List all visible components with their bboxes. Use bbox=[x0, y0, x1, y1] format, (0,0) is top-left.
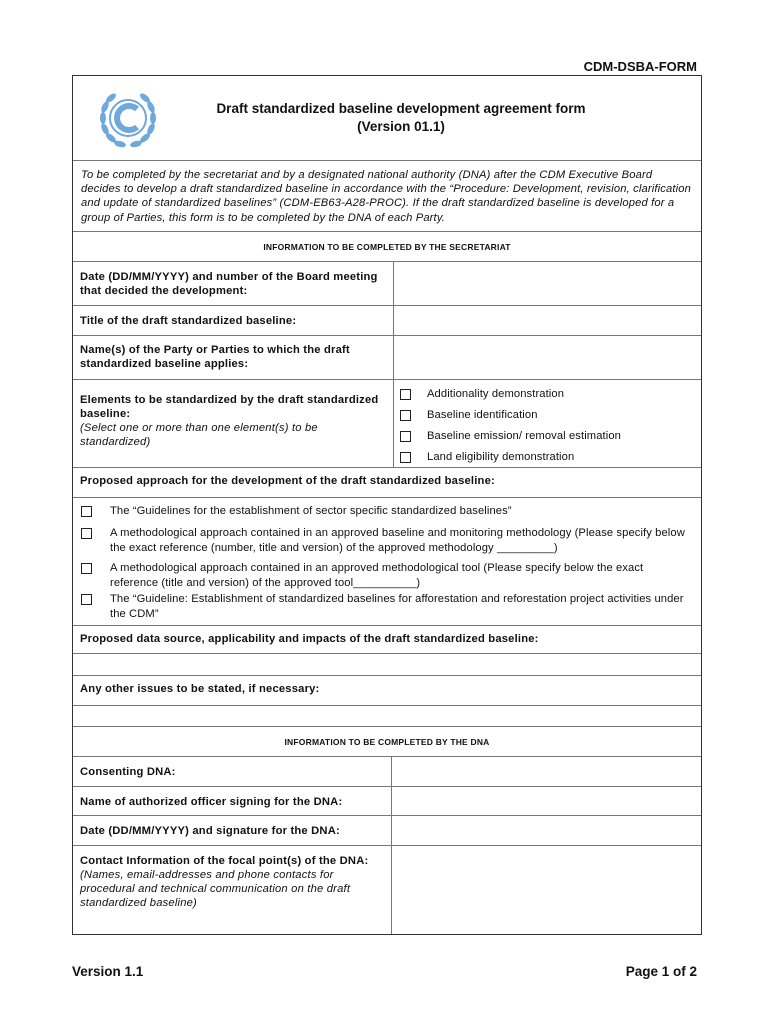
footer-page-number: Page 1 of 2 bbox=[625, 964, 697, 979]
parties-field[interactable] bbox=[394, 336, 701, 379]
elements-label-block bbox=[73, 380, 394, 467]
element-option-emission-estimation[interactable] bbox=[400, 426, 701, 447]
data-source-label: Proposed data source, applicability and impacts of the draft standardized baseline: bbox=[73, 626, 701, 654]
consenting-dna-row bbox=[73, 757, 701, 787]
elements-checklist bbox=[394, 380, 701, 467]
contact-info-label: Contact Information of the focal point(s) of the DNA: bbox=[80, 854, 369, 867]
baseline-title-field[interactable] bbox=[394, 306, 701, 335]
element-option-label: Additionality demonstration bbox=[427, 388, 565, 401]
contact-info-row bbox=[73, 846, 701, 934]
board-meeting-date-field[interactable] bbox=[394, 262, 701, 305]
checkbox[interactable] bbox=[81, 506, 92, 517]
contact-info-field[interactable] bbox=[392, 846, 701, 934]
approach-option-methodology[interactable] bbox=[81, 526, 691, 555]
approach-option-sector-guidelines[interactable] bbox=[81, 504, 691, 519]
agreement-form bbox=[72, 75, 702, 935]
date-signature-label: Date (DD/MM/YYYY) and signature for the DNA: bbox=[73, 816, 392, 845]
form-header bbox=[73, 76, 701, 161]
element-option-land-eligibility[interactable] bbox=[400, 447, 701, 468]
date-signature-row bbox=[73, 816, 701, 846]
consenting-dna-field[interactable] bbox=[392, 757, 701, 786]
approach-label: Proposed approach for the development of the draft standardized baseline: bbox=[73, 468, 701, 498]
authorized-officer-field[interactable] bbox=[392, 787, 701, 815]
element-option-label: Baseline identification bbox=[427, 409, 538, 422]
form-title bbox=[161, 100, 701, 136]
checkbox[interactable] bbox=[81, 528, 92, 539]
checkbox[interactable] bbox=[81, 563, 92, 574]
approach-options bbox=[73, 498, 701, 626]
checkbox[interactable] bbox=[400, 452, 411, 463]
board-meeting-date-label: Date (DD/MM/YYYY) and number of the Board meeting that decided the development: bbox=[73, 262, 394, 305]
elements-note: (Select one or more than one element(s) to be standardized) bbox=[80, 421, 318, 448]
approach-option-afforestation[interactable] bbox=[81, 592, 691, 621]
baseline-title-row bbox=[73, 306, 701, 336]
dna-section-heading: INFORMATION TO BE COMPLETED BY THE DNA bbox=[73, 727, 701, 757]
other-issues-field[interactable] bbox=[73, 706, 701, 727]
approach-option-tool[interactable] bbox=[81, 561, 691, 590]
data-source-field[interactable] bbox=[73, 654, 701, 676]
element-option-label: Baseline emission/ removal estimation bbox=[427, 430, 621, 443]
contact-info-note: (Names, email-addresses and phone contacts for procedural and technical communication on the draft standardized baseline) bbox=[80, 868, 351, 909]
form-title-line-1: Draft standardized baseline development agreement form bbox=[216, 101, 586, 116]
intro-text: To be completed by the secretariat and by a designated national authority (DNA) after the CDM Executive Board decides to develop a draft standardized baseline in accordance with the “Procedure: Development, revision, clarification and update of standardized baselines” (CDM-EB63-A28-PROC). If the draft standardized baseline is developed for a group of Parties, this form is to be completed by the DNA of each Party. bbox=[73, 161, 701, 232]
authorized-officer-label: Name of authorized officer signing for the DNA: bbox=[73, 787, 392, 815]
contact-info-label-block bbox=[73, 846, 392, 934]
board-meeting-date-row bbox=[73, 262, 701, 306]
document-code: CDM-DSBA-FORM bbox=[583, 59, 697, 74]
parties-label: Name(s) of the Party or Parties to which the draft standardized baseline applies: bbox=[73, 336, 394, 379]
checkbox[interactable] bbox=[400, 389, 411, 400]
approach-option-label: The “Guidelines for the establishment of sector specific standardized baselines” bbox=[110, 504, 512, 517]
authorized-officer-row bbox=[73, 787, 701, 816]
element-option-label: Land eligibility demonstration bbox=[427, 451, 575, 464]
parties-row bbox=[73, 336, 701, 380]
element-option-baseline-identification[interactable] bbox=[400, 405, 701, 426]
checkbox[interactable] bbox=[81, 594, 92, 605]
unfccc-laurel-logo-icon bbox=[95, 85, 161, 151]
form-version: (Version 01.1) bbox=[357, 119, 445, 134]
secretariat-section-heading: INFORMATION TO BE COMPLETED BY THE SECRETARIAT bbox=[73, 232, 701, 262]
approach-option-label: A methodological approach contained in an approved methodological tool (Please specify below the exact reference (title and version) of the approved tool__________) bbox=[110, 562, 644, 589]
element-option-additionality[interactable] bbox=[400, 384, 701, 405]
baseline-title-label: Title of the draft standardized baseline: bbox=[73, 306, 394, 335]
date-signature-field[interactable] bbox=[392, 816, 701, 845]
checkbox[interactable] bbox=[400, 410, 411, 421]
footer-version: Version 1.1 bbox=[72, 964, 144, 979]
checkbox[interactable] bbox=[400, 431, 411, 442]
consenting-dna-label: Consenting DNA: bbox=[73, 757, 392, 786]
approach-option-label: A methodological approach contained in an approved baseline and monitoring methodology (Please specify below the exact reference (number, title and version) of the approved methodology _________) bbox=[110, 527, 685, 554]
other-issues-label: Any other issues to be stated, if necessary: bbox=[73, 676, 701, 706]
approach-option-label: The “Guideline: Establishment of standardized baselines for afforestation and reforestation project activities under the CDM” bbox=[110, 593, 684, 620]
elements-row bbox=[73, 380, 701, 468]
elements-label: Elements to be standardized by the draft standardized baseline: bbox=[80, 393, 379, 420]
